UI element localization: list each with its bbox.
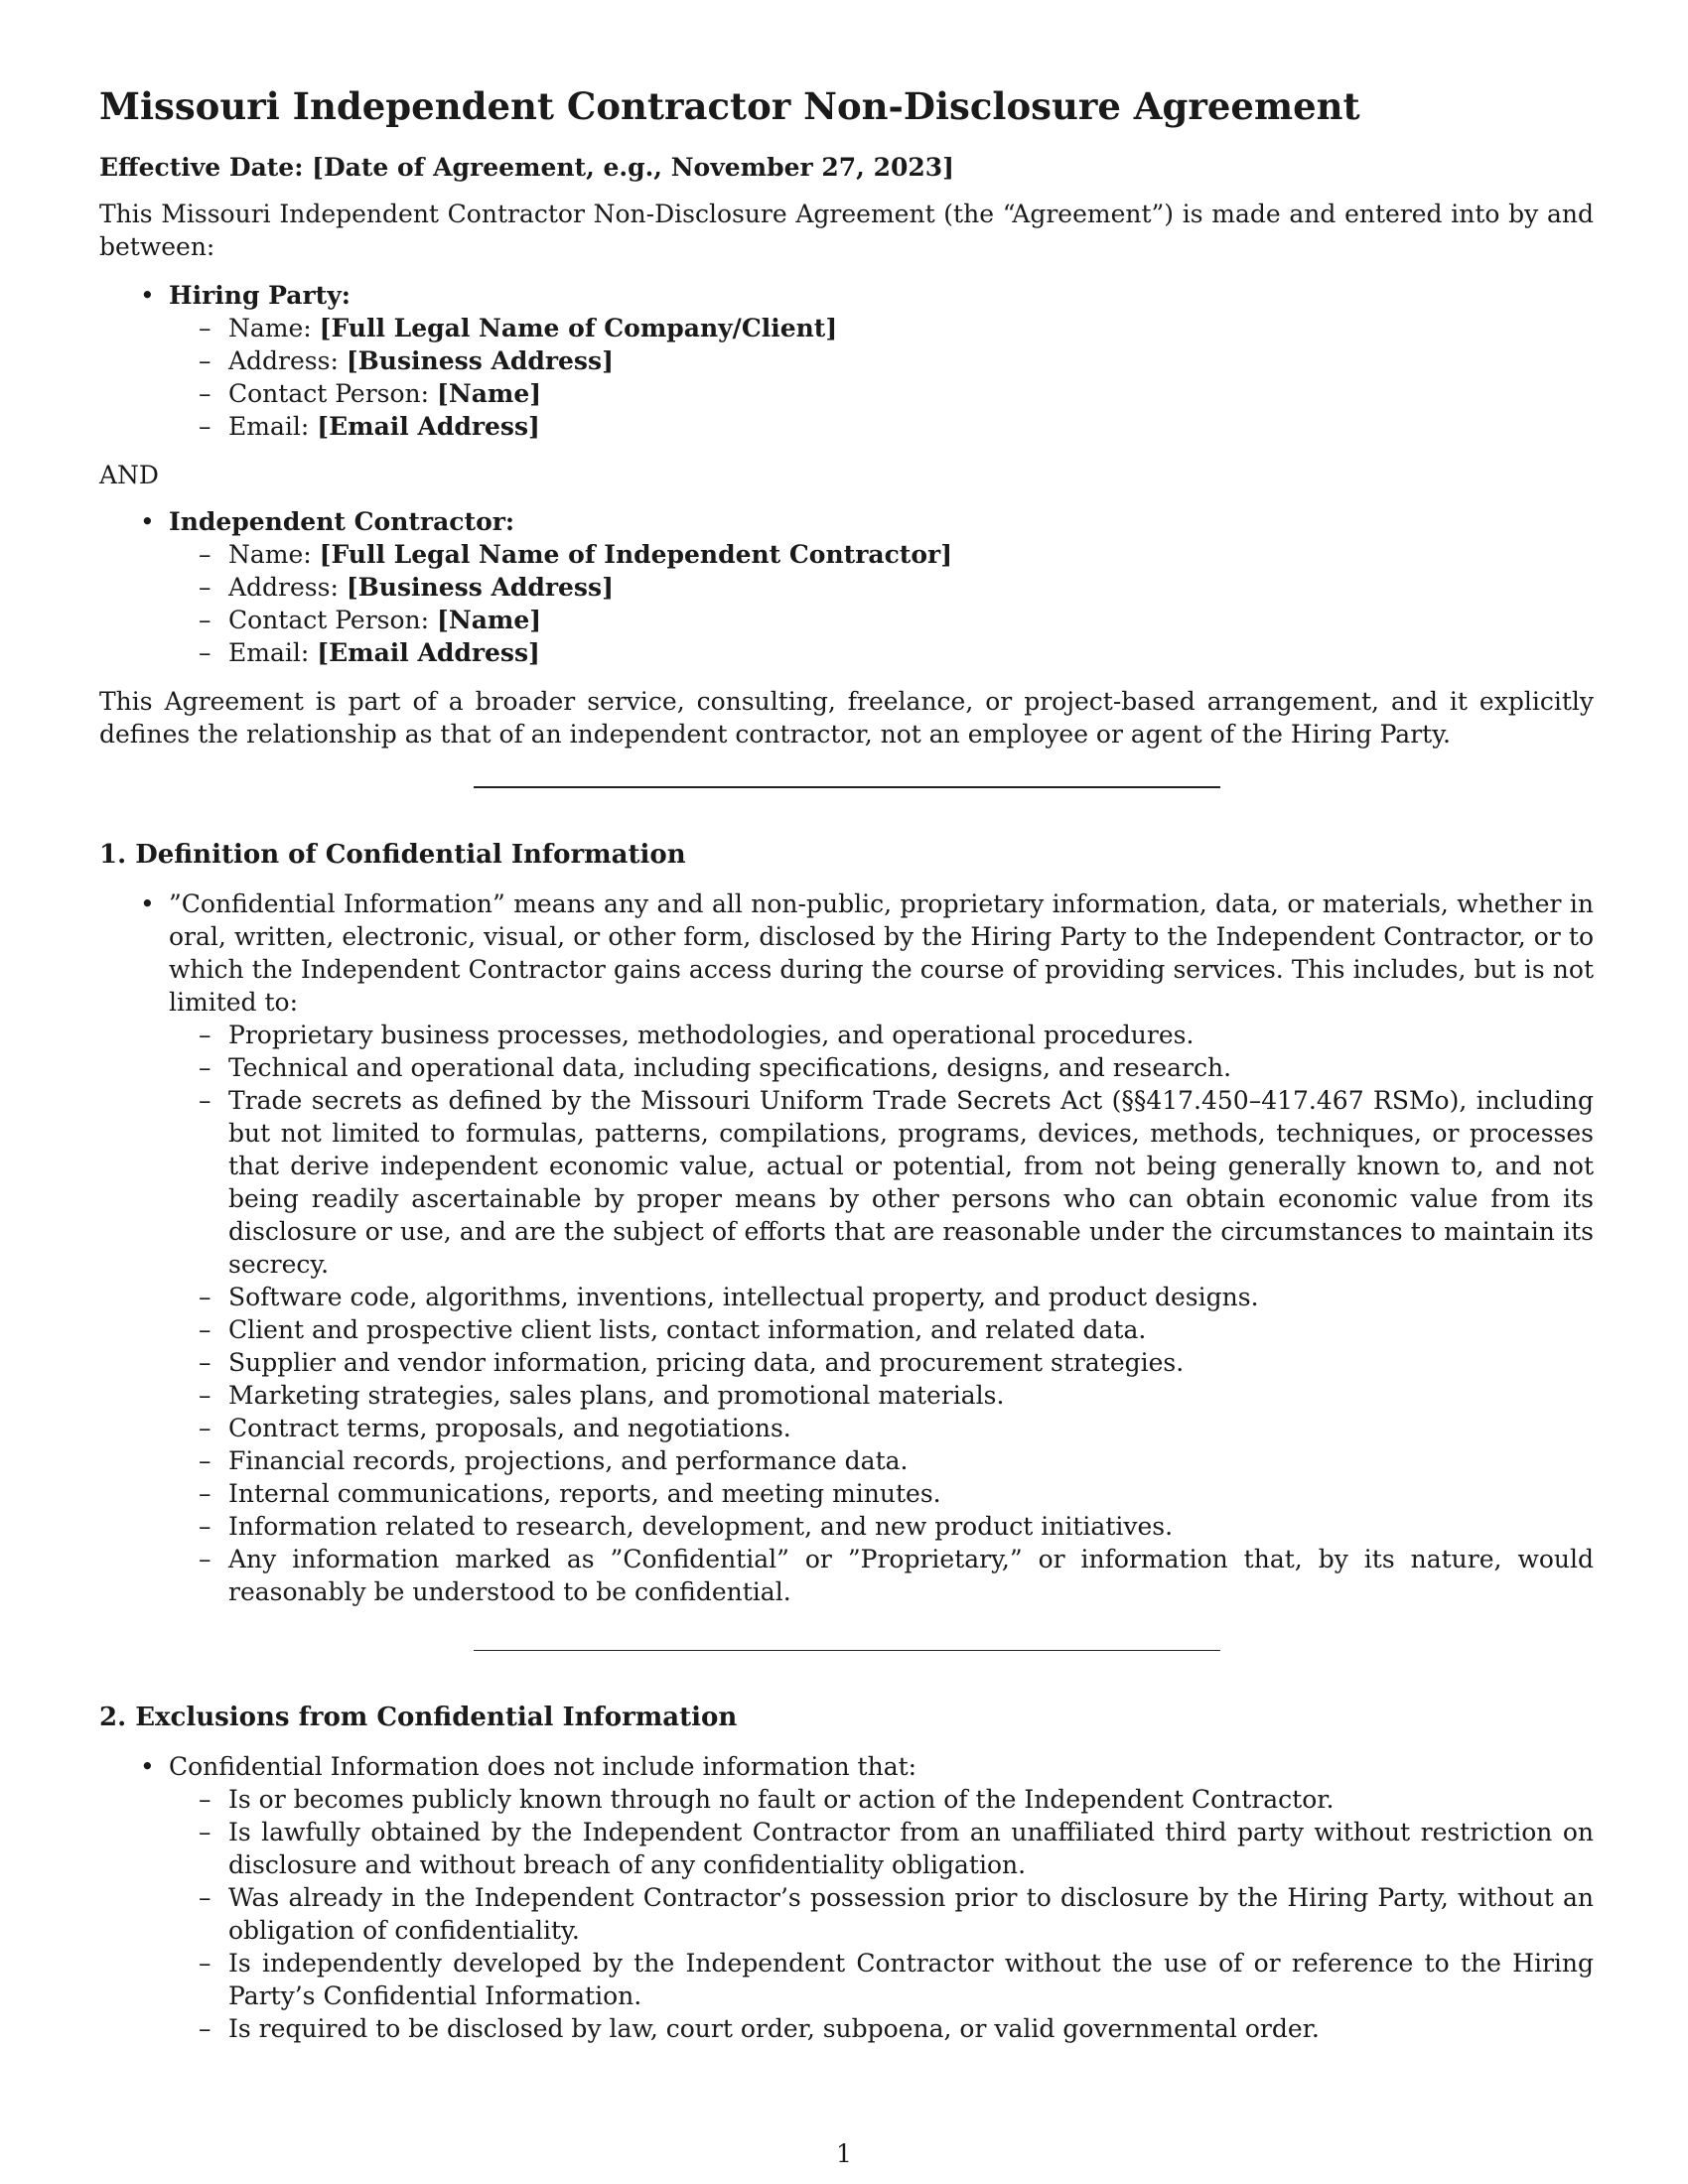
section-2-heading: 2. Exclusions from Confidential Information	[99, 1703, 738, 1732]
hiring-party-contact: – Contact Person: [Name]	[228, 377, 1594, 410]
contractor-email: – Email: [Email Address]	[228, 636, 1594, 669]
document-title: Missouri Independent Contractor Non-Disclosure Agreement	[99, 84, 1360, 128]
s1-item: – Trade secrets as defined by the Missouri Uniform Trade Secrets Act (§§417.450–417.467 RSMo), including but not limited to formulas, patterns, compilations, programs, devices, methods, techniques, or processes that derive independent economic value, actual or potential, from not being generally known to, and not being readily ascertainable by proper means by other persons who can obtain economic value from its disclosure or use, and are the subject of efforts that are reasonable under the circumstances to maintain its secrecy.	[228, 1084, 1594, 1281]
contractor-name: – Name: [Full Legal Name of Independent Contractor]	[228, 538, 1594, 571]
section-1-subitems	[169, 1019, 1594, 1608]
contractor-address: – Address: [Business Address]	[228, 571, 1594, 604]
page-number: 1	[836, 2139, 852, 2168]
section-1-list	[99, 887, 1594, 1608]
s1-item: – Software code, algorithms, inventions, intellectual property, and product designs.	[228, 1281, 1594, 1313]
section-2-list	[99, 1750, 1594, 2045]
s1-item: – Technical and operational data, including specifications, designs, and research.	[228, 1051, 1594, 1084]
hiring-party-address: – Address: [Business Address]	[228, 344, 1594, 377]
s2-item: – Is independently developed by the Independent Contractor without the use of or reference to the Hiring Party’s Confidential Information.	[228, 1947, 1594, 2012]
intro-paragraph: This Missouri Independent Contractor Non-Disclosure Agreement (the “Agreement”) is made and entered into by and between:	[99, 200, 1594, 261]
section-1-bullet: • ”Confidential Information” means any and all non-public, proprietary information, data, or materials, whether in oral, written, electronic, visual, or other form, disclosed by the Hiring Party to the Independent Contractor, or to which the Independent Contractor gains access during the course of providing services. This includes, but is not limited to: – Proprietary business processes, methodologies, and operational procedures. – Technical and operational data, including specifications, designs, and research. – Trade secrets as defined by the Missouri Uniform Trade Secrets Act (§§417.450–417.467 RSMo), including but not limited to formulas, patterns, compilations, programs, devices, methods, techniques, or processes that derive independent economic value, actual or potential, from not being generally known to, and not being readily ascertainable by proper means by other persons who can obtain economic value from its disclosure or use, and are the subject of efforts that are reasonable under the circumstances to maintain its secrecy. – Software code, algorithms, inventions, intellectual property, and product designs. – Client and prospective client lists, contact information, and related data. – Supplier and vendor information, pricing data, and procurement strategies. – Marketing strategies, sales plans, and promotional materials. – Contract terms, proposals, and negotiations. – Financial records, projections, and performance data. – Internal communications, reports, and meeting minutes. – Information related to research, development, and new product initiatives. – Any information marked as ”Confidential” or ”Proprietary,” or information that, by its nature, would reasonably be understood to be confidential.	[169, 887, 1594, 1608]
s1-item: – Financial records, projections, and performance data.	[228, 1444, 1594, 1477]
effective-date: Effective Date: [Date of Agreement, e.g., November 27, 2023]	[99, 153, 954, 182]
hiring-party-list	[99, 279, 1594, 443]
section-divider	[474, 786, 1220, 788]
s1-item: – Supplier and vendor information, pricing data, and procurement strategies.	[228, 1346, 1594, 1379]
s2-item: – Was already in the Independent Contractor’s possession prior to disclosure by the Hiring Party, without an obligation of confidentiality.	[228, 1881, 1594, 1947]
s1-item: – Any information marked as ”Confidential” or ”Proprietary,” or information that, by its nature, would reasonably be understood to be confidential.	[228, 1543, 1594, 1608]
hiring-party-email: – Email: [Email Address]	[228, 410, 1594, 443]
contractor-heading: Independent Contractor:	[169, 507, 515, 536]
relationship-paragraph: This Agreement is part of a broader service, consulting, freelance, or project-based arrangement, and it explicitly defines the relationship as that of an independent contractor, not an employee or agent of the Hiring Party.	[99, 687, 1594, 749]
s1-item: – Marketing strategies, sales plans, and promotional materials.	[228, 1379, 1594, 1412]
hiring-party-item	[169, 279, 1594, 443]
section-divider	[474, 1650, 1220, 1651]
hiring-party-name: – Name: [Full Legal Name of Company/Client]	[228, 312, 1594, 344]
section-1-heading: 1. Definition of Confidential Information	[99, 840, 686, 870]
and-separator: AND	[99, 461, 159, 489]
contractor-item	[169, 505, 1594, 669]
s1-item: – Client and prospective client lists, contact information, and related data.	[228, 1313, 1594, 1346]
s2-item: – Is or becomes publicly known through no fault or action of the Independent Contractor.	[228, 1783, 1594, 1816]
s1-item: – Contract terms, proposals, and negotiations.	[228, 1412, 1594, 1444]
s1-item: – Internal communications, reports, and meeting minutes.	[228, 1477, 1594, 1510]
contractor-list	[99, 505, 1594, 669]
document-page	[99, 84, 1594, 2061]
hiring-party-heading: Hiring Party:	[169, 281, 351, 310]
contractor-contact: – Contact Person: [Name]	[228, 604, 1594, 636]
s2-item: – Is lawfully obtained by the Independent Contractor from an unaffiliated third party without restriction on disclosure and without breach of any confidentiality obligation.	[228, 1816, 1594, 1881]
s1-item: – Proprietary business processes, methodologies, and operational procedures.	[228, 1019, 1594, 1051]
section-2-bullet: • Confidential Information does not include information that: – Is or becomes publicly known through no fault or action of the Independent Contractor. – Is lawfully obtained by the Independent Contractor from an unaffiliated third party without restriction on disclosure and without breach of any confidentiality obligation. – Was already in the Independent Contractor’s possession prior to disclosure by the Hiring Party, without an obligation of confidentiality. – Is independently developed by the Independent Contractor without the use of or reference to the Hiring Party’s Confidential Information. – Is required to be disclosed by law, court order, subpoena, or valid governmental order.	[169, 1750, 1594, 2045]
section-2-subitems	[169, 1783, 1594, 2045]
s1-item: – Information related to research, development, and new product initiatives.	[228, 1510, 1594, 1543]
s2-item: – Is required to be disclosed by law, court order, subpoena, or valid governmental order.	[228, 2012, 1594, 2045]
